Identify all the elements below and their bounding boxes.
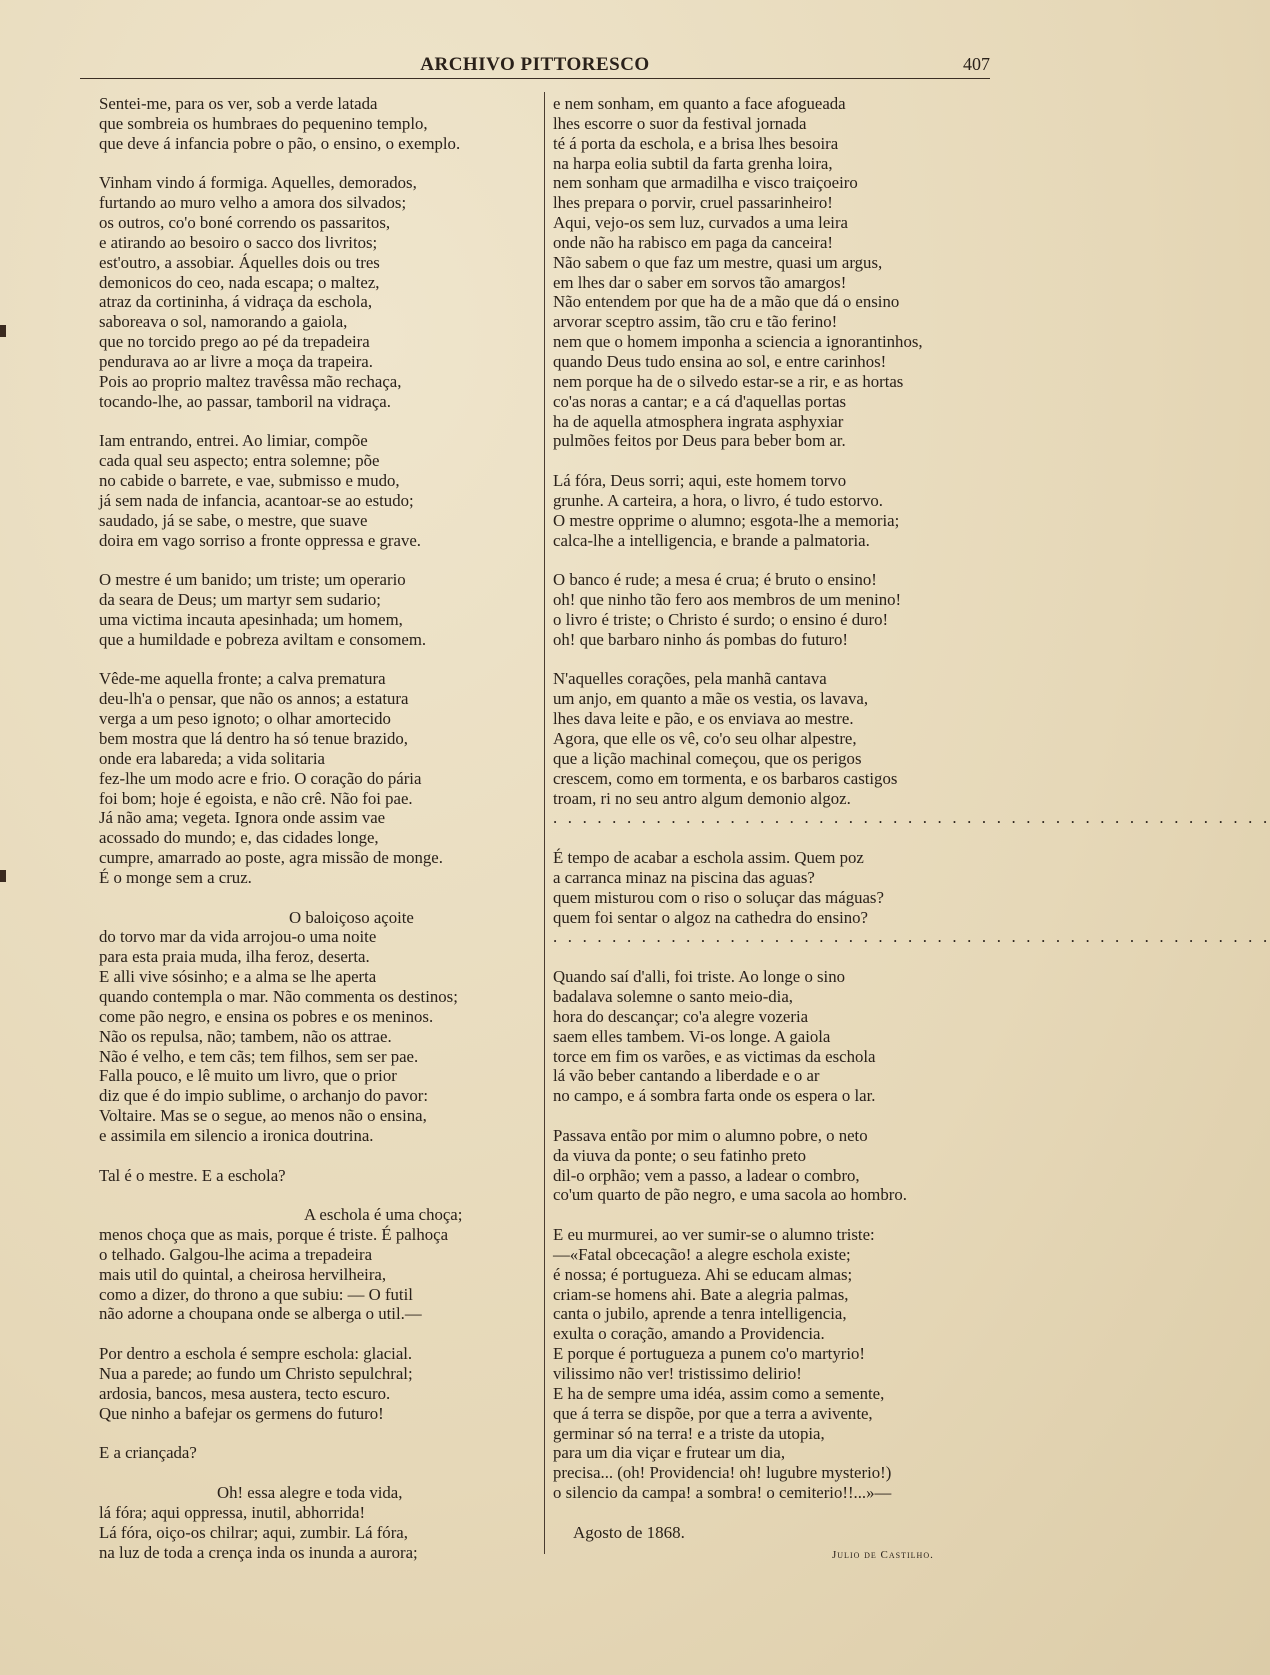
verse-line: uma victima incauta apesinhada; um homem,	[99, 609, 403, 629]
stanza	[99, 1443, 544, 1463]
stanza	[553, 1225, 993, 1503]
verse-line: quando Deus tudo ensina ao sol, e entre carinhos!	[553, 351, 887, 371]
verse-line: o telhado. Galgou-lhe acima a trepadeira	[99, 1244, 373, 1264]
verse-line: precisa... (oh! Providencia! oh! lugubre mysterio!)	[553, 1463, 892, 1483]
stanza	[553, 570, 993, 649]
stanza	[99, 1166, 544, 1186]
verse-line: verga a um peso ignoto; o olhar amortecido	[99, 709, 391, 729]
verse-line: fez-lhe um modo acre e frio. O coração do pária	[99, 768, 422, 788]
verse-line: os outros, co'o boné correndo os passaritos,	[99, 213, 391, 233]
verse-line: N'aquelles corações, pela manhã cantava	[553, 669, 827, 689]
verse-line: para um dia viçar e frutear um dia,	[553, 1443, 786, 1463]
verse-line: vilissimo não ver! tristissimo delirio!	[553, 1364, 802, 1383]
verse-line: Sentei-me, para os ver, sob a verde latada	[99, 94, 378, 113]
verse-line: torce em fim os varões, e as victimas da eschola	[553, 1046, 876, 1066]
verse-line: um anjo, em quanto a mãe os vestia, os lavava,	[553, 689, 869, 709]
verse-line: menos choça que as mais, porque é triste. É palhoça	[99, 1225, 449, 1245]
verse-line: arvorar sceptro assim, tão cru e tão ferino!	[553, 312, 838, 332]
stanza	[99, 1205, 544, 1324]
stanza	[553, 848, 1270, 947]
column-divider	[544, 92, 545, 1554]
right-column	[553, 94, 1270, 1562]
verse-line: Vêde-me aquella fronte; a calva prematura	[99, 669, 386, 689]
verse-line: lhes prepara o porvir, cruel passarinheiro!	[553, 193, 833, 213]
verse-line: o livro é triste; o Christo é surdo; o ensino é duro!	[553, 609, 889, 629]
verse-line: quem foi sentar o algoz na cathedra do ensino?	[553, 907, 868, 927]
verse-line: E porque é portugueza a punem co'o martyrio!	[553, 1344, 865, 1364]
verse-line: na luz de toda a crença inda os inunda a aurora;	[99, 1542, 418, 1562]
verse-line: grunhe. A carteira, a hora, o livro, é tudo estorvo.	[553, 490, 883, 510]
date-line: Agosto de 1868.	[573, 1522, 685, 1542]
journal-title: ARCHIVO PITTORESCO	[420, 54, 650, 75]
verse-line: badalava solemne o santo meio-dia,	[553, 986, 793, 1006]
verse-line: dil-o orphão; vem a passo, a ladear o combro,	[553, 1165, 860, 1185]
verse-line: foi bom; hoje é egoista, e não crê. Não foi pae.	[99, 788, 413, 808]
verse-line: Lá fóra, Deus sorri; aqui, este homem torvo	[553, 471, 847, 491]
verse-line: criam-se homens ahi. Bate a alegria palmas,	[553, 1284, 849, 1304]
verse-line: O mestre é um banido; um triste; um operario	[99, 570, 406, 590]
verse-line: E ha de sempre uma idéa, assim como a semente,	[553, 1383, 885, 1403]
verse-line: Agora, que elle os vê, co'o seu olhar alpestre,	[553, 729, 857, 748]
binding-mark	[0, 325, 6, 337]
ellipsis-rule: . . . . . . . . . . . . . . . . . . . . . . . . . . . . . . . . . . . . . . . . . . . . . . . . .	[553, 927, 1270, 947]
verse-line: que a humildade e pobreza aviltam e consomem.	[99, 629, 427, 649]
verse-line: O mestre opprime o alumno; esgota-lhe a memoria;	[553, 510, 900, 530]
verse-line: Nua a parede; ao fundo um Christo sepulchral;	[99, 1364, 413, 1383]
verse-line: no campo, e á sombra farta onde os espera o lar.	[553, 1086, 876, 1106]
verse-line: Não os repulsa, não; tambem, não os attrae.	[99, 1026, 392, 1046]
verse-line: deu-lh'a o pensar, que não os annos; a estatura	[99, 689, 409, 709]
verse-line: não adorne a choupana onde se alberga o util.—	[99, 1304, 422, 1324]
verse-line: onde não ha rabisco em paga da canceira!	[553, 232, 834, 252]
verse-line: oh! que ninho tão fero aos membros de um menino!	[553, 590, 902, 610]
verse-line: hora do descançar; co'a alegre vozeria	[553, 1006, 809, 1026]
verse-line: calca-lhe a intelligencia, e brande a palmatoria.	[553, 530, 870, 550]
verse-line: atraz da cortininha, á vidraça da eschola,	[99, 292, 373, 312]
verse-line: E a criançada?	[99, 1443, 197, 1463]
verse-line: É o monge sem a cruz.	[99, 867, 252, 887]
stanza	[99, 1483, 544, 1562]
stanza	[553, 1126, 993, 1205]
running-header	[80, 50, 990, 80]
verse-line: tocando-lhe, ao passar, tamboril na vidraça.	[99, 391, 391, 411]
verse-line: crescem, como em tormenta, e os barbaros castigos	[553, 768, 898, 788]
verse-line: que no torcido prego ao pé da trepadeira	[99, 332, 370, 352]
verse-line: germinar só na terra! e a triste da utopia,	[553, 1423, 825, 1443]
stanza	[99, 173, 544, 411]
verse-line: Iam entrando, entrei. Ao limiar, compõe	[99, 431, 368, 451]
stanza	[553, 94, 993, 451]
verse-line: diz que é do impio sublime, o archanjo do pavor:	[99, 1086, 429, 1106]
left-column	[99, 94, 544, 1582]
verse-line: canta o jubilo, aprende a tenra intelligencia,	[553, 1304, 847, 1324]
binding-mark	[0, 870, 6, 882]
verse-line: nem porque ha de o silvedo estar-se a rir, e as hortas	[553, 371, 904, 391]
verse-line: do torvo mar da vida arrojou-o uma noite	[99, 927, 377, 947]
verse-line: Vinham vindo á formiga. Aquelles, demorados,	[99, 173, 417, 193]
verse-line: troam, ri no seu antro algum demonio algoz.	[553, 788, 851, 808]
verse-line: Pois ao proprio maltez travêssa mão rechaça,	[99, 371, 402, 391]
verse-line: Não sabem o que faz um mestre, quasi um argus,	[553, 252, 883, 272]
verse-line: Já não ama; vegeta. Ignora onde assim vae	[99, 808, 386, 828]
verse-line: que deve á infancia pobre o pão, o ensino, o exemplo.	[99, 133, 461, 153]
ellipsis-rule: . . . . . . . . . . . . . . . . . . . . . . . . . . . . . . . . . . . . . . . . . . . . . . . . .	[553, 808, 1270, 828]
verse-line: acossado do mundo; e, das cidades longe,	[99, 828, 379, 848]
verse-line: Não é velho, e tem cãs; tem filhos, sem ser pae.	[99, 1046, 419, 1066]
author-signature: Julio de Castilho.	[832, 1549, 934, 1561]
verse-line: Voltaire. Mas se o segue, ao menos não o ensina,	[99, 1106, 427, 1126]
verse-line: Falla pouco, e lê muito um livro, que o prior	[99, 1066, 397, 1086]
verse-line: saboreava o sol, namorando a gaiola,	[99, 312, 348, 332]
verse-line: ardosia, bancos, mesa austera, tecto escuro.	[99, 1383, 391, 1403]
stanza	[553, 471, 993, 550]
verse-line: quem misturou com o riso o soluçar das máguas?	[553, 887, 884, 907]
verse-line: e assimila em silencio a ironica doutrina.	[99, 1125, 374, 1145]
verse-line: onde era labareda; a vida solitaria	[99, 748, 325, 768]
stanza	[99, 1344, 544, 1423]
verse-line: —«Fatal obcecação! a alegre eschola existe;	[553, 1244, 851, 1264]
verse-line: nem sonham que armadilha e visco traiçoeiro	[553, 173, 858, 193]
verse-line: lá fóra; aqui oppressa, inutil, abhorrida!	[99, 1502, 366, 1522]
verse-line: que a lição machinal começou, que os perigos	[553, 748, 862, 768]
verse-line: doira em vago sorriso a fronte oppressa e grave.	[99, 530, 421, 550]
stanza	[99, 431, 544, 550]
stanza	[99, 94, 544, 154]
verse-line: O baloiçoso açoite	[289, 907, 414, 927]
verse-line: pulmões feitos por Deus para beber bom ar.	[553, 431, 846, 451]
verse-line: Que ninho a bafejar os germens do futuro!	[99, 1403, 384, 1423]
verse-line: co'as noras a cantar; e a cá d'aquellas portas	[553, 391, 847, 411]
verse-line: e atirando ao besoiro o sacco dos livritos;	[99, 232, 378, 252]
verse-line: Passava então por mim o alumno pobre, o neto	[553, 1125, 868, 1145]
verse-line: da seara de Deus; um martyr sem sudario;	[99, 590, 381, 610]
header-rule	[80, 78, 990, 79]
verse-line: co'um quarto de pão negro, e uma sacola ao hombro.	[553, 1185, 907, 1205]
verse-line: que á terra se dispõe, por que a terra a avivente,	[553, 1403, 873, 1423]
verse-line: e nem sonham, em quanto a face afogueada	[553, 94, 846, 113]
verse-line: E alli vive sósinho; e a alma se lhe aperta	[99, 967, 377, 987]
verse-line: na harpa eolia subtil da farta grenha loira,	[553, 153, 833, 173]
verse-line: quando contempla o mar. Não commenta os destinos;	[99, 986, 458, 1006]
verse-line: cada qual seu aspecto; entra solemne; põe	[99, 451, 380, 471]
verse-line: como a dizer, do throno a que subiu: — O futil	[99, 1284, 413, 1304]
verse-line: que sombreia os humbraes do pequenino templo,	[99, 113, 428, 133]
verse-line: bem mostra que lá dentro ha só tenue brazido,	[99, 729, 408, 748]
verse-line: Não entendem por que ha de a mão que dá o ensino	[553, 292, 900, 312]
verse-line: é nossa; é portugueza. Ahi se educam almas;	[553, 1264, 853, 1284]
verse-line: come pão negro, e ensina os pobres e os meninos.	[99, 1006, 434, 1026]
stanza	[553, 967, 993, 1106]
verse-line: É tempo de acabar a eschola assim. Quem poz	[553, 848, 864, 868]
verse-line: a carranca minaz na piscina das aguas?	[553, 867, 815, 887]
verse-line: lá vão beber cantando a liberdade e o ar	[553, 1066, 820, 1086]
verse-line: pendurava ao ar livre a moça da trapeira.	[99, 351, 373, 371]
verse-line: furtando ao muro velho a amora dos silvados;	[99, 193, 407, 213]
verse-line: para esta praia muda, ilha feroz, deserta.	[99, 947, 370, 967]
verse-line: té á porta da eschola, e a brisa lhes besoira	[553, 133, 839, 153]
verse-line: Lá fóra, oiço-os chilrar; aqui, zumbir. Lá fóra,	[99, 1522, 408, 1542]
verse-line: Por dentro a eschola é sempre eschola: glacial.	[99, 1344, 413, 1364]
stanza	[553, 669, 1270, 828]
verse-line: exulta o coração, amando a Providencia.	[553, 1324, 825, 1344]
stanza	[99, 570, 544, 649]
verse-line: já sem nada de infancia, acantoar-se ao estudo;	[99, 490, 414, 510]
stanza	[99, 669, 544, 887]
verse-line: no cabide o barrete, e vae, submisso e mudo,	[99, 471, 400, 491]
page-number: 407	[963, 54, 990, 74]
verse-line: Tal é o mestre. E a eschola?	[99, 1165, 286, 1185]
stanza	[99, 908, 544, 1146]
verse-line: Oh! essa alegre e toda vida,	[217, 1483, 403, 1503]
verse-line: em lhes dar o saber em sorvos tão amargos!	[553, 272, 847, 292]
verse-line: cumpre, amarrado ao poste, agra missão de monge.	[99, 848, 443, 868]
verse-line: nem que o homem imponha a sciencia a ignorantinhos,	[553, 332, 923, 352]
verse-line: lhes escorre o suor da festival jornada	[553, 113, 807, 133]
verse-line: O banco é rude; a mesa é crua; é bruto o ensino!	[553, 570, 877, 590]
verse-line: o silencio da campa! a sombra! o cemiterio!!...»—	[553, 1483, 892, 1503]
verse-line: saem elles tambem. Vi-os longe. A gaiola	[553, 1026, 831, 1046]
verse-line: E eu murmurei, ao ver sumir-se o alumno triste:	[553, 1225, 875, 1245]
verse-line: oh! que barbaro ninho ás pombas do futuro!	[553, 629, 848, 649]
verse-line: saudado, já se sabe, o mestre, que suave	[99, 510, 368, 530]
verse-line: A eschola é uma choça;	[304, 1205, 463, 1225]
verse-line: est'outro, a assobiar. Áquelles dois ou tres	[99, 252, 380, 272]
verse-line: mais util do quintal, a cheirosa hervilheira,	[99, 1264, 387, 1284]
verse-line: da viuva da ponte; o seu fatinho preto	[553, 1145, 807, 1165]
verse-line: demonicos do ceo, nada escapa; o maltez,	[99, 272, 380, 292]
verse-line: ha de aquella atmosphera ingrata asphyxiar	[553, 411, 844, 431]
verse-line: Quando saí d'alli, foi triste. Ao longe o sino	[553, 967, 845, 987]
verse-line: Aqui, vejo-os sem luz, curvados a uma leira	[553, 213, 848, 233]
verse-line: lhes dava leite e pão, e os enviava ao mestre.	[553, 709, 854, 729]
